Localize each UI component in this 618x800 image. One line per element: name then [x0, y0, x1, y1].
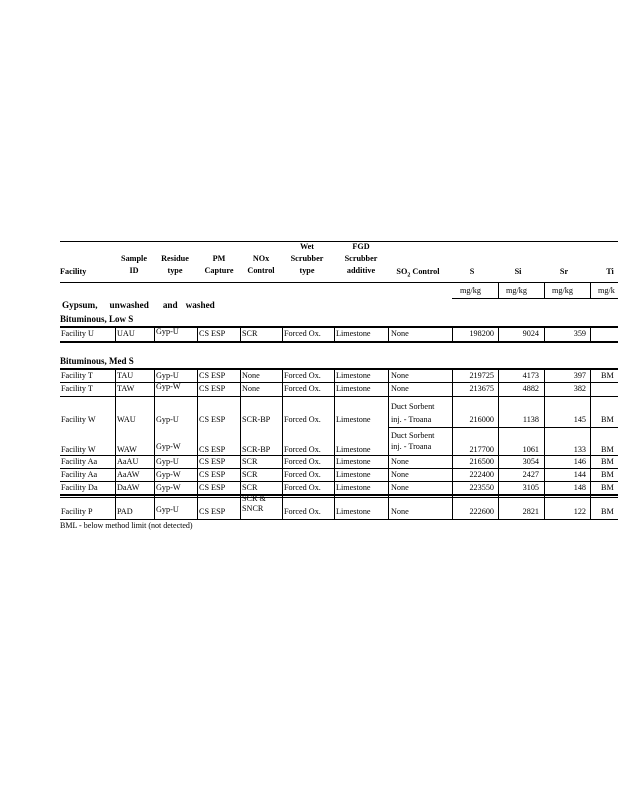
table-cell: Facility T — [61, 384, 93, 393]
table-cell: Limestone — [336, 371, 371, 380]
table-cell: Forced Ox. — [284, 329, 321, 338]
unit-s: mg/kg — [460, 286, 481, 295]
table-cell: Facility Da — [61, 483, 98, 492]
table-cell: None — [391, 371, 409, 380]
table-rule — [115, 328, 116, 342]
header-bottom-rule — [60, 282, 618, 283]
table-cell: WAU — [117, 415, 136, 424]
table-cell: 397 — [573, 371, 586, 380]
table-cell: CS ESP — [199, 445, 226, 454]
unit-sr: mg/kg — [552, 286, 573, 295]
header-si: Si — [514, 267, 522, 276]
table-cell: 133 — [573, 445, 586, 454]
table-rule — [334, 370, 335, 520]
table-cell: Facility W — [61, 445, 96, 454]
table-cell: CS ESP — [199, 371, 226, 380]
table-rule — [197, 328, 198, 342]
table-cell: Facility T — [61, 371, 93, 380]
table-cell: Duct Sorbent — [391, 402, 435, 411]
table-cell: AaAW — [117, 470, 140, 479]
text-fragment: washed — [185, 300, 215, 310]
table-cell: Facility P — [61, 507, 93, 516]
table-cell: PAD — [117, 507, 133, 516]
text-fragment: Control — [410, 267, 440, 276]
table-rule — [60, 455, 618, 456]
table-cell: None — [391, 470, 409, 479]
table-cell: 4882 — [522, 384, 539, 393]
table-cell: BM — [601, 507, 614, 516]
table-cell: CS ESP — [199, 384, 226, 393]
table-cell: Duct Sorbent — [391, 431, 435, 440]
table-cell: BM — [601, 483, 614, 492]
table-cell: None — [242, 384, 260, 393]
table-cell: Forced Ox. — [284, 457, 321, 466]
table-cell: Gyp-U — [156, 457, 179, 466]
header-so2-control — [390, 268, 446, 279]
table-rule — [60, 382, 618, 383]
table-cell: 1138 — [522, 415, 539, 424]
table-cell: BM — [601, 371, 614, 380]
table-rule — [388, 370, 389, 520]
text-fragment: PM — [212, 254, 226, 263]
text-fragment: SO — [396, 267, 408, 276]
table-cell: Gyp-U — [156, 327, 179, 336]
table-cell: BM — [601, 457, 614, 466]
table-rule — [115, 370, 116, 520]
table-cell: Forced Ox. — [284, 371, 321, 380]
table-cell: 216000 — [469, 415, 494, 424]
table-rule — [498, 328, 499, 342]
table-rule — [498, 370, 499, 520]
table-rule — [452, 370, 453, 520]
table-rule — [544, 328, 545, 342]
table-cell: Gyp-U — [156, 505, 179, 514]
table-cell: DaAW — [117, 483, 140, 492]
table-rule — [60, 494, 618, 496]
header-nox-control — [242, 255, 280, 275]
table-cell: Gyp-W — [156, 483, 181, 492]
table-rule — [388, 328, 389, 342]
text-fragment: Control — [247, 266, 275, 276]
table-cell: None — [242, 371, 260, 380]
group-label-med-s: Bituminous, Med S — [60, 356, 134, 366]
table-cell: 122 — [573, 507, 586, 516]
text-fragment: NOx — [252, 254, 270, 263]
text-fragment: type — [167, 266, 183, 276]
header-sr: Sr — [559, 267, 569, 276]
table-cell: 223550 — [469, 483, 494, 492]
table-cell: Limestone — [336, 470, 371, 479]
table-cell: Limestone — [336, 384, 371, 393]
table-cell: 359 — [573, 329, 586, 338]
table-cell: Limestone — [336, 415, 371, 424]
table-cell: CS ESP — [199, 507, 226, 516]
text-fragment: Gypsum, — [62, 300, 98, 310]
table-top-rule — [60, 241, 618, 242]
table-rule — [388, 427, 618, 428]
table-rule — [60, 341, 618, 343]
table-rule — [60, 368, 618, 370]
unit-ti: mg/k — [598, 286, 615, 295]
table-rule — [544, 370, 545, 520]
table-cell: 145 — [573, 415, 586, 424]
text-fragment: Capture — [204, 266, 234, 276]
table-rule — [590, 370, 591, 520]
table-cell: SCR-BP — [242, 415, 271, 424]
table-cell: 198200 — [469, 329, 494, 338]
text-fragment: Sample — [121, 254, 147, 263]
table-cell: 222400 — [469, 470, 494, 479]
table-cell: Gyp-W — [156, 382, 181, 391]
table-cell: Limestone — [336, 329, 371, 338]
header-facility: Facility — [60, 267, 87, 276]
table-rule — [590, 328, 591, 342]
table-cell: 3054 — [522, 457, 539, 466]
table-rule — [590, 283, 591, 298]
header-ti: Ti — [606, 267, 614, 276]
table-cell: 3105 — [522, 483, 539, 492]
group-label-low-s: Bituminous, Low S — [60, 314, 134, 324]
table-cell: 217700 — [469, 445, 494, 454]
table-cell: 144 — [573, 470, 586, 479]
table-cell: None — [391, 507, 409, 516]
text-fragment: Scrubber — [290, 254, 324, 264]
table-cell: SCR — [242, 483, 258, 492]
table-cell: None — [391, 384, 409, 393]
table-cell: Forced Ox. — [284, 470, 321, 479]
table-cell: BM — [601, 415, 614, 424]
table-cell: 148 — [573, 483, 586, 492]
table-cell: Gyp-W — [156, 442, 181, 451]
table-cell: Limestone — [336, 483, 371, 492]
table-rule — [282, 370, 283, 520]
table-cell: CS ESP — [199, 470, 226, 479]
table-rule — [334, 328, 335, 342]
table-cell: Gyp-U — [156, 371, 179, 380]
table-cell: None — [391, 457, 409, 466]
text-fragment: type — [299, 266, 315, 276]
table-cell: Forced Ox. — [284, 415, 321, 424]
table-cell: inj. - Troana — [391, 442, 432, 451]
table-cell: 9024 — [522, 329, 539, 338]
table-cell: 382 — [573, 384, 586, 393]
table-cell: Forced Ox. — [284, 483, 321, 492]
table-cell: 2427 — [522, 470, 539, 479]
table-cell: Facility U — [61, 329, 94, 338]
unit-si: mg/kg — [506, 286, 527, 295]
table-cell: SCR — [242, 457, 258, 466]
table-rule — [240, 370, 241, 520]
header-s: S — [469, 267, 475, 276]
text-fragment: Wet — [299, 242, 315, 251]
table-cell: Forced Ox. — [284, 445, 321, 454]
text-fragment: ID — [129, 266, 139, 276]
table-cell: BM — [601, 445, 614, 454]
table-cell: SCR-BP — [242, 445, 271, 454]
table-rule — [498, 283, 499, 298]
table-rule — [60, 481, 618, 482]
table-cell: Forced Ox. — [284, 507, 321, 516]
table-cell: Gyp-W — [156, 470, 181, 479]
table-cell: BM — [601, 470, 614, 479]
table-cell: 2821 — [522, 507, 539, 516]
footnote: BML - below method limit (not detected) — [60, 521, 193, 530]
table-rule — [60, 326, 618, 328]
table-cell: TAW — [117, 384, 135, 393]
text-fragment: unwashed — [109, 300, 149, 310]
table-cell: SNCR — [242, 504, 264, 513]
table-cell: None — [391, 483, 409, 492]
table-cell: 213675 — [469, 384, 494, 393]
text-fragment: Scrubber — [344, 254, 378, 264]
header-pm-capture — [200, 255, 238, 275]
table-cell: 1061 — [522, 445, 539, 454]
units-bottom-rule — [452, 298, 618, 299]
table-cell: UAU — [117, 329, 135, 338]
table-cell: SCR & — [242, 494, 266, 503]
table-cell: SCR — [242, 470, 258, 479]
table-cell: WAW — [117, 445, 137, 454]
table-cell: 146 — [573, 457, 586, 466]
table-rule — [282, 328, 283, 342]
table-cell: 216500 — [469, 457, 494, 466]
table-cell: TAU — [117, 371, 134, 380]
table-rule — [544, 283, 545, 298]
table-cell: None — [391, 329, 409, 338]
text-fragment: 2 — [407, 272, 411, 279]
table-rule — [60, 396, 618, 397]
table-rule — [154, 328, 155, 342]
table-cell: Limestone — [336, 457, 371, 466]
table-cell: 222600 — [469, 507, 494, 516]
table-rule — [197, 370, 198, 520]
table-cell: AaAU — [117, 457, 139, 466]
table-cell: Gyp-U — [156, 415, 179, 424]
table-rule — [240, 328, 241, 342]
table-cell: Facility Aa — [61, 470, 98, 479]
table-cell: Facility W — [61, 415, 96, 424]
table-cell: 219725 — [469, 371, 494, 380]
header-fgd-scrubber-additive — [336, 243, 386, 276]
header-residue-type — [156, 255, 194, 275]
table-rule — [154, 370, 155, 520]
table-cell: Forced Ox. — [284, 384, 321, 393]
text-fragment: and — [162, 300, 178, 310]
text-fragment: FGD — [352, 242, 370, 251]
table-cell: 4173 — [522, 371, 539, 380]
table-cell: Limestone — [336, 445, 371, 454]
table-cell: SCR — [242, 329, 258, 338]
table-rule — [452, 328, 453, 342]
table-cell: Limestone — [336, 507, 371, 516]
table-cell: CS ESP — [199, 483, 226, 492]
table-cell: CS ESP — [199, 329, 226, 338]
text-fragment: additive — [346, 266, 376, 276]
header-wet-scrubber-type — [284, 243, 330, 276]
table-cell: CS ESP — [199, 457, 226, 466]
table-rule — [60, 497, 618, 498]
section-title — [62, 301, 215, 310]
table-cell: CS ESP — [199, 415, 226, 424]
table-rule — [60, 468, 618, 469]
header-sample-id — [118, 255, 150, 275]
text-fragment: Residue — [161, 254, 189, 263]
table-cell: Facility Aa — [61, 457, 98, 466]
table-cell: inj. - Troana — [391, 415, 432, 424]
table-rule — [60, 519, 618, 520]
